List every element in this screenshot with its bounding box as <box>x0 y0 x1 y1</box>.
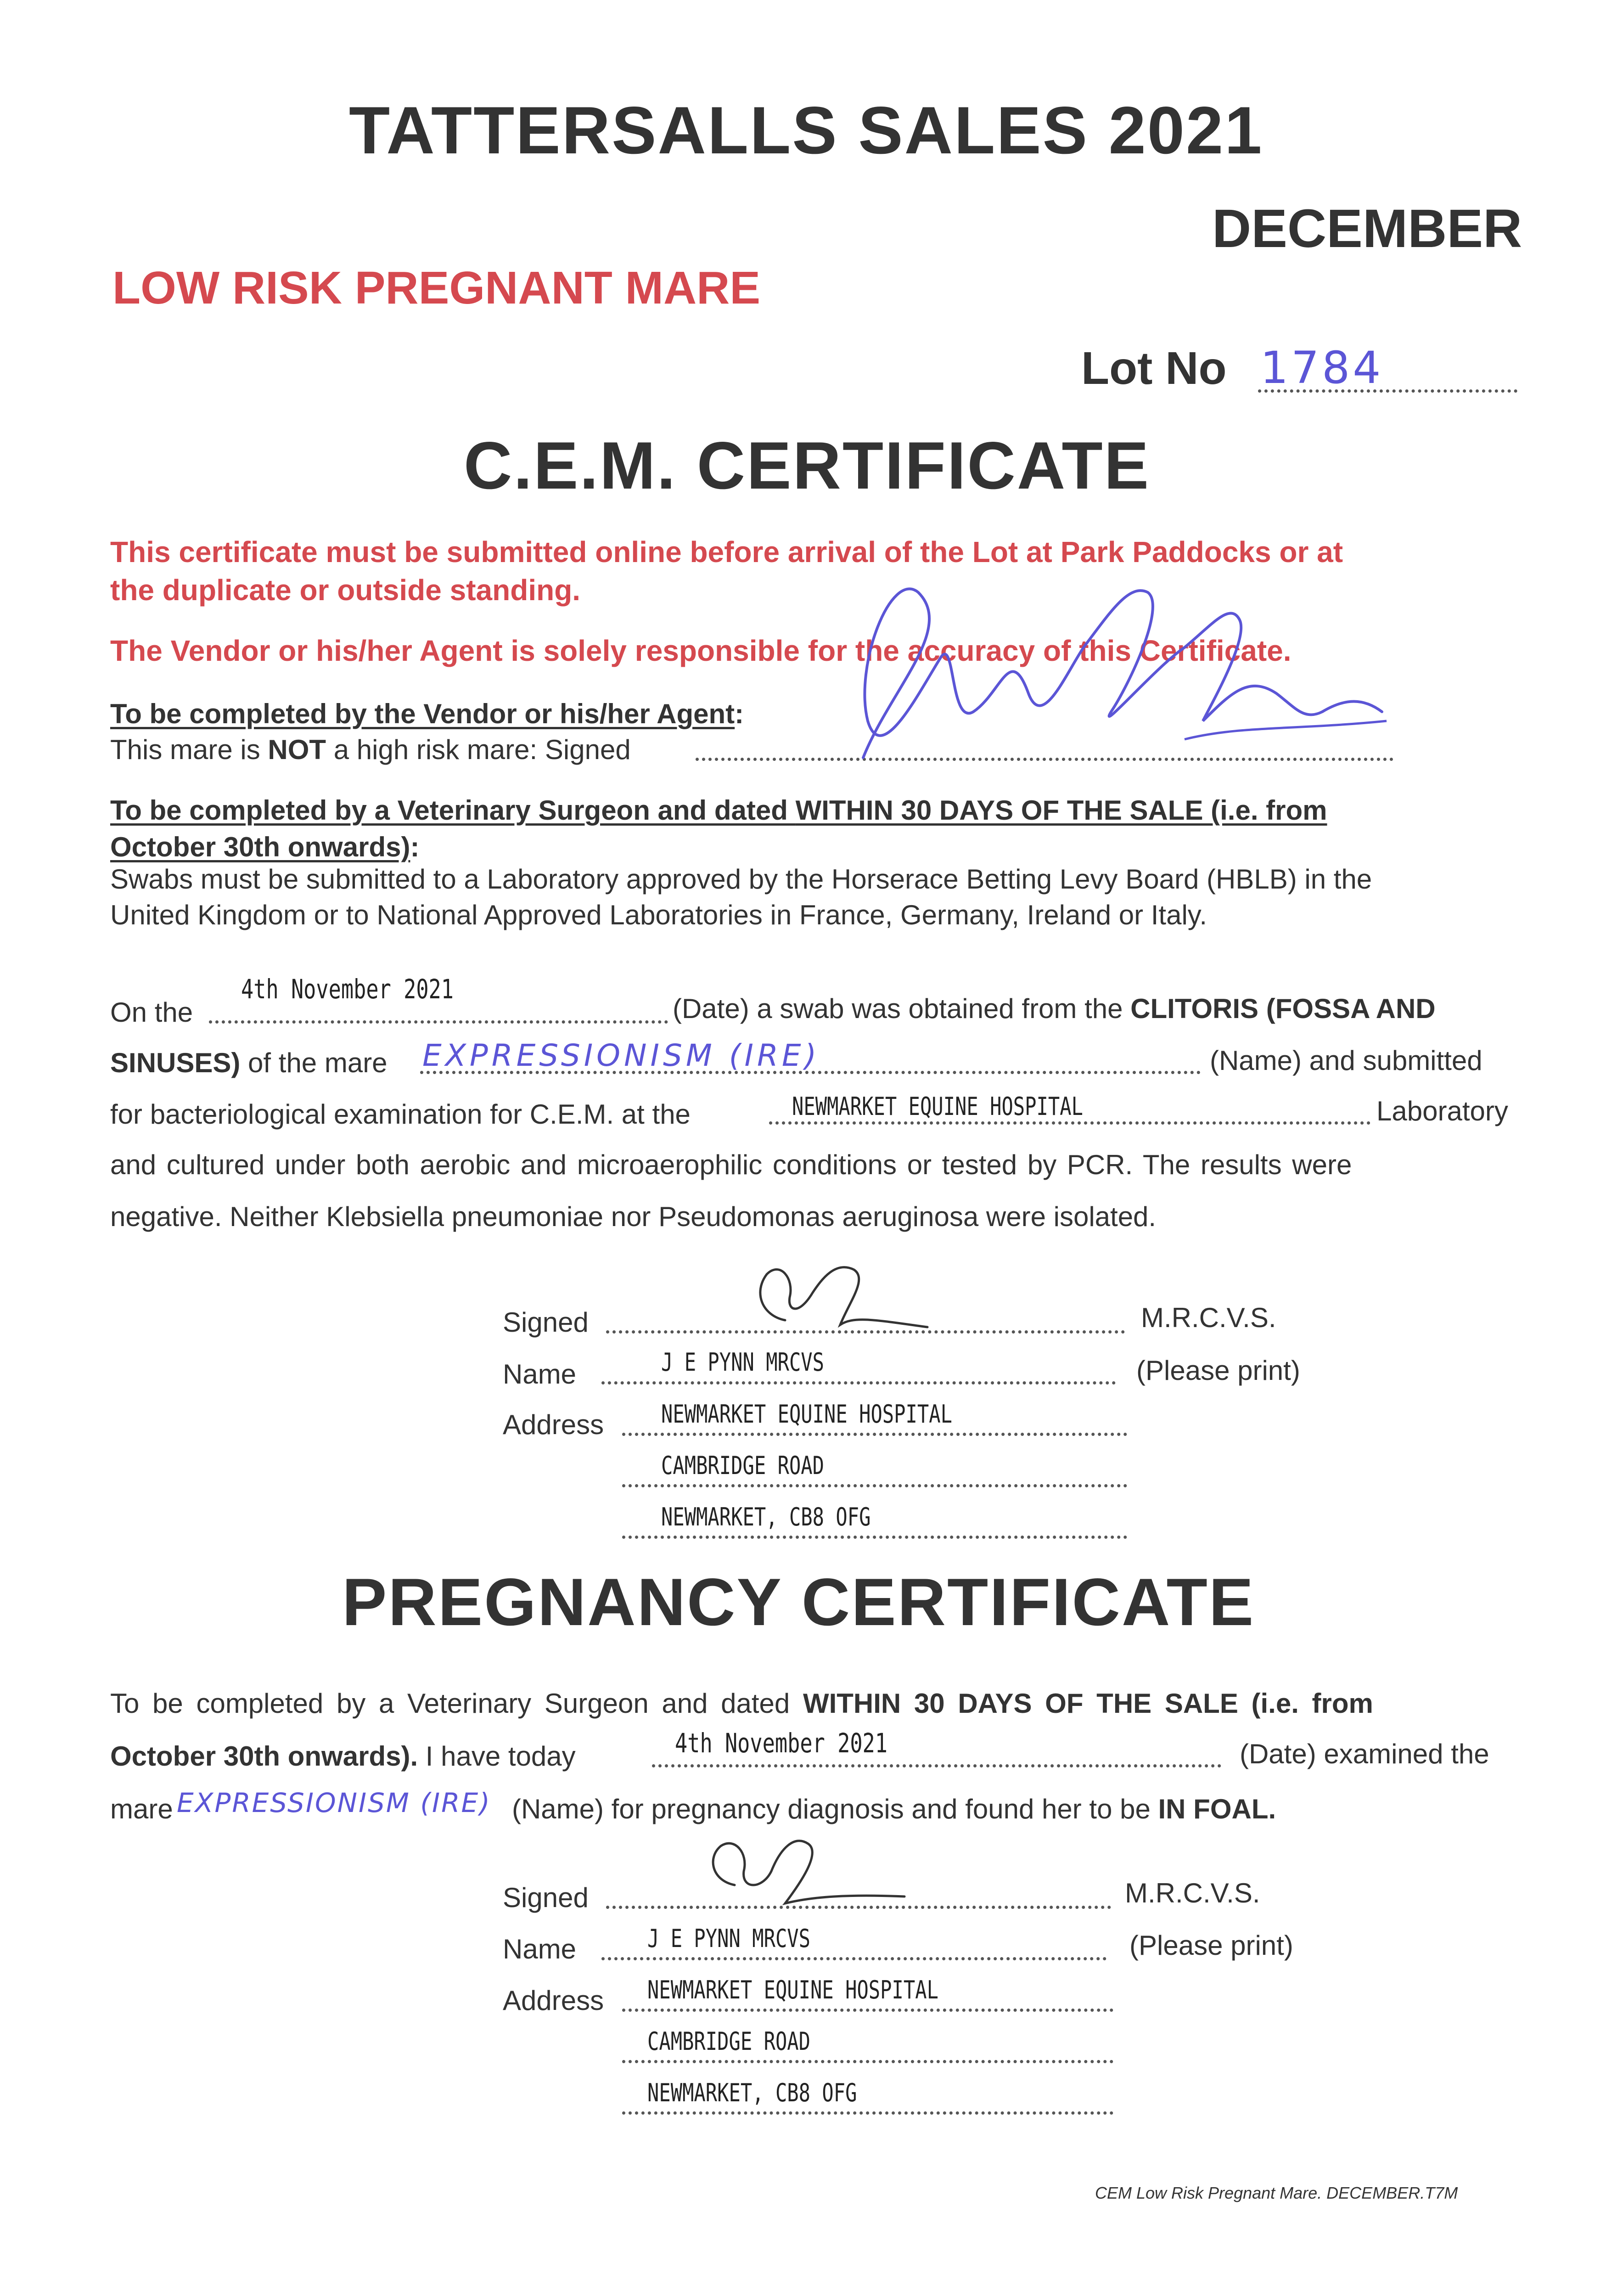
lab-line <box>769 1121 1370 1125</box>
on-the-label: On the <box>110 997 193 1028</box>
mare-category: LOW RISK PREGNANT MARE <box>112 262 761 314</box>
page-title: TATTERSALLS SALES 2021 <box>349 93 1264 168</box>
pregnancy-line3: (Name) for pregnancy diagnosis and found her to be IN FOAL. <box>512 1794 1276 1824</box>
vendor-statement: This mare is NOT a high risk mare: Signed <box>110 734 631 765</box>
negative-line: negative. Neither Klebsiella pneumoniae nor Pseudomonas aeruginosa were isolated. <box>110 1201 1157 1232</box>
preg-address-line3 <box>622 2111 1113 2115</box>
cem-please-print: (Please print) <box>1136 1355 1300 1386</box>
swab-date-suffix: (Date) a swab was obtained from the CLITORIS (FOSSA AND <box>673 993 1436 1024</box>
preg-please-print: (Please print) <box>1129 1930 1293 1961</box>
cultured-line: and cultured under both aerobic and microaerophilic conditions or tested by PCR. The results were <box>110 1149 1352 1180</box>
swab-date-line <box>209 1020 668 1024</box>
pregnancy-line1: To be completed by a Veterinary Surgeon and dated WITHIN 30 DAYS OF THE SALE (i.e. from <box>110 1688 1373 1719</box>
laboratory-label: Laboratory <box>1376 1096 1508 1126</box>
cem-name-line <box>601 1381 1116 1384</box>
swab-requirement-line1: Swabs must be submitted to a Laboratory approved by the Horserace Betting Levy Board (HBLB) in the <box>110 864 1372 895</box>
preg-address-line2 <box>622 2060 1113 2063</box>
cem-address-1: NEWMARKET EQUINE HOSPITAL <box>661 1400 952 1429</box>
preg-address-1: NEWMARKET EQUINE HOSPITAL <box>647 1975 938 2004</box>
pregnancy-title: PREGNANCY CERTIFICATE <box>342 1564 1255 1639</box>
bacteriological-line: for bacteriological examination for C.E.M. at the <box>110 1099 691 1130</box>
submission-warning: This certificate must be submitted online before arrival of the Lot at Park Paddocks or at <box>110 535 1343 568</box>
cem-title: C.E.M. CERTIFICATE <box>464 428 1151 503</box>
cem-mrcvs: M.R.C.V.S. <box>1141 1302 1276 1333</box>
cem-address-3: NEWMARKET, CB8 OFG <box>661 1503 871 1531</box>
pregnancy-mare-name: EXPRESSIONISM (IRE) <box>177 1787 491 1818</box>
pregnancy-mare-label: mare <box>110 1794 173 1824</box>
submission-warning-cont: the duplicate or outside standing. <box>110 574 581 607</box>
pregnancy-date-line <box>652 1764 1221 1767</box>
cem-address-line1 <box>622 1433 1127 1436</box>
cem-signed-label: Signed <box>503 1307 589 1338</box>
cem-address-label: Address <box>503 1409 604 1440</box>
pregnancy-date-suffix: (Date) examined the <box>1240 1739 1489 1769</box>
cem-vet-signature <box>744 1265 937 1339</box>
footer-reference: CEM Low Risk Pregnant Mare. DECEMBER.T7M <box>1095 2183 1458 2202</box>
preg-address-2: CAMBRIDGE ROAD <box>647 2027 811 2056</box>
preg-mrcvs: M.R.C.V.S. <box>1125 1878 1260 1908</box>
lot-number: 1784 <box>1260 342 1384 394</box>
preg-name-label: Name <box>503 1934 577 1964</box>
responsibility-warning: The Vendor or his/her Agent is solely responsible for the accuracy of this Certificate. <box>110 634 1292 667</box>
preg-vet-signature <box>698 1839 909 1913</box>
lab-name: NEWMARKET EQUINE HOSPITAL <box>792 1092 1083 1121</box>
cem-address-line3 <box>622 1536 1127 1539</box>
cem-mare-name: EXPRESSIONISM (IRE) <box>422 1038 820 1073</box>
cem-address-line2 <box>622 1484 1127 1487</box>
mare-name-suffix: (Name) and submitted <box>1210 1045 1483 1076</box>
cem-name-label: Name <box>503 1359 577 1390</box>
swab-date: 4th November 2021 <box>241 974 454 1005</box>
preg-address-line1 <box>622 2009 1113 2012</box>
preg-vet-name: J E PYNN MRCVS <box>647 1924 811 1953</box>
preg-signed-label: Signed <box>503 1882 589 1913</box>
cem-vet-name: J E PYNN MRCVS <box>661 1348 825 1377</box>
sinuses-line: SINUSES) of the mare <box>110 1047 387 1078</box>
pregnancy-line2: October 30th onwards). I have today <box>110 1741 576 1772</box>
pregnancy-date: 4th November 2021 <box>675 1728 888 1759</box>
sale-month: DECEMBER <box>1212 198 1522 259</box>
preg-address-3: NEWMARKET, CB8 OFG <box>647 2078 857 2107</box>
cem-address-2: CAMBRIDGE ROAD <box>661 1451 825 1480</box>
preg-name-line <box>601 1957 1106 1960</box>
preg-address-label: Address <box>503 1985 604 2016</box>
lot-label: Lot No <box>1081 343 1227 394</box>
vendor-signature <box>836 574 1410 785</box>
vendor-heading: To be completed by the Vendor or his/her Agent: <box>110 698 744 729</box>
vet-heading: To be completed by a Veterinary Surgeon and dated WITHIN 30 DAYS OF THE SALE (i.e. from October 30th onwards): <box>110 795 1327 862</box>
swab-requirement-line2: United Kingdom or to National Approved Laboratories in France, Germany, Ireland or Italy. <box>110 900 1207 930</box>
